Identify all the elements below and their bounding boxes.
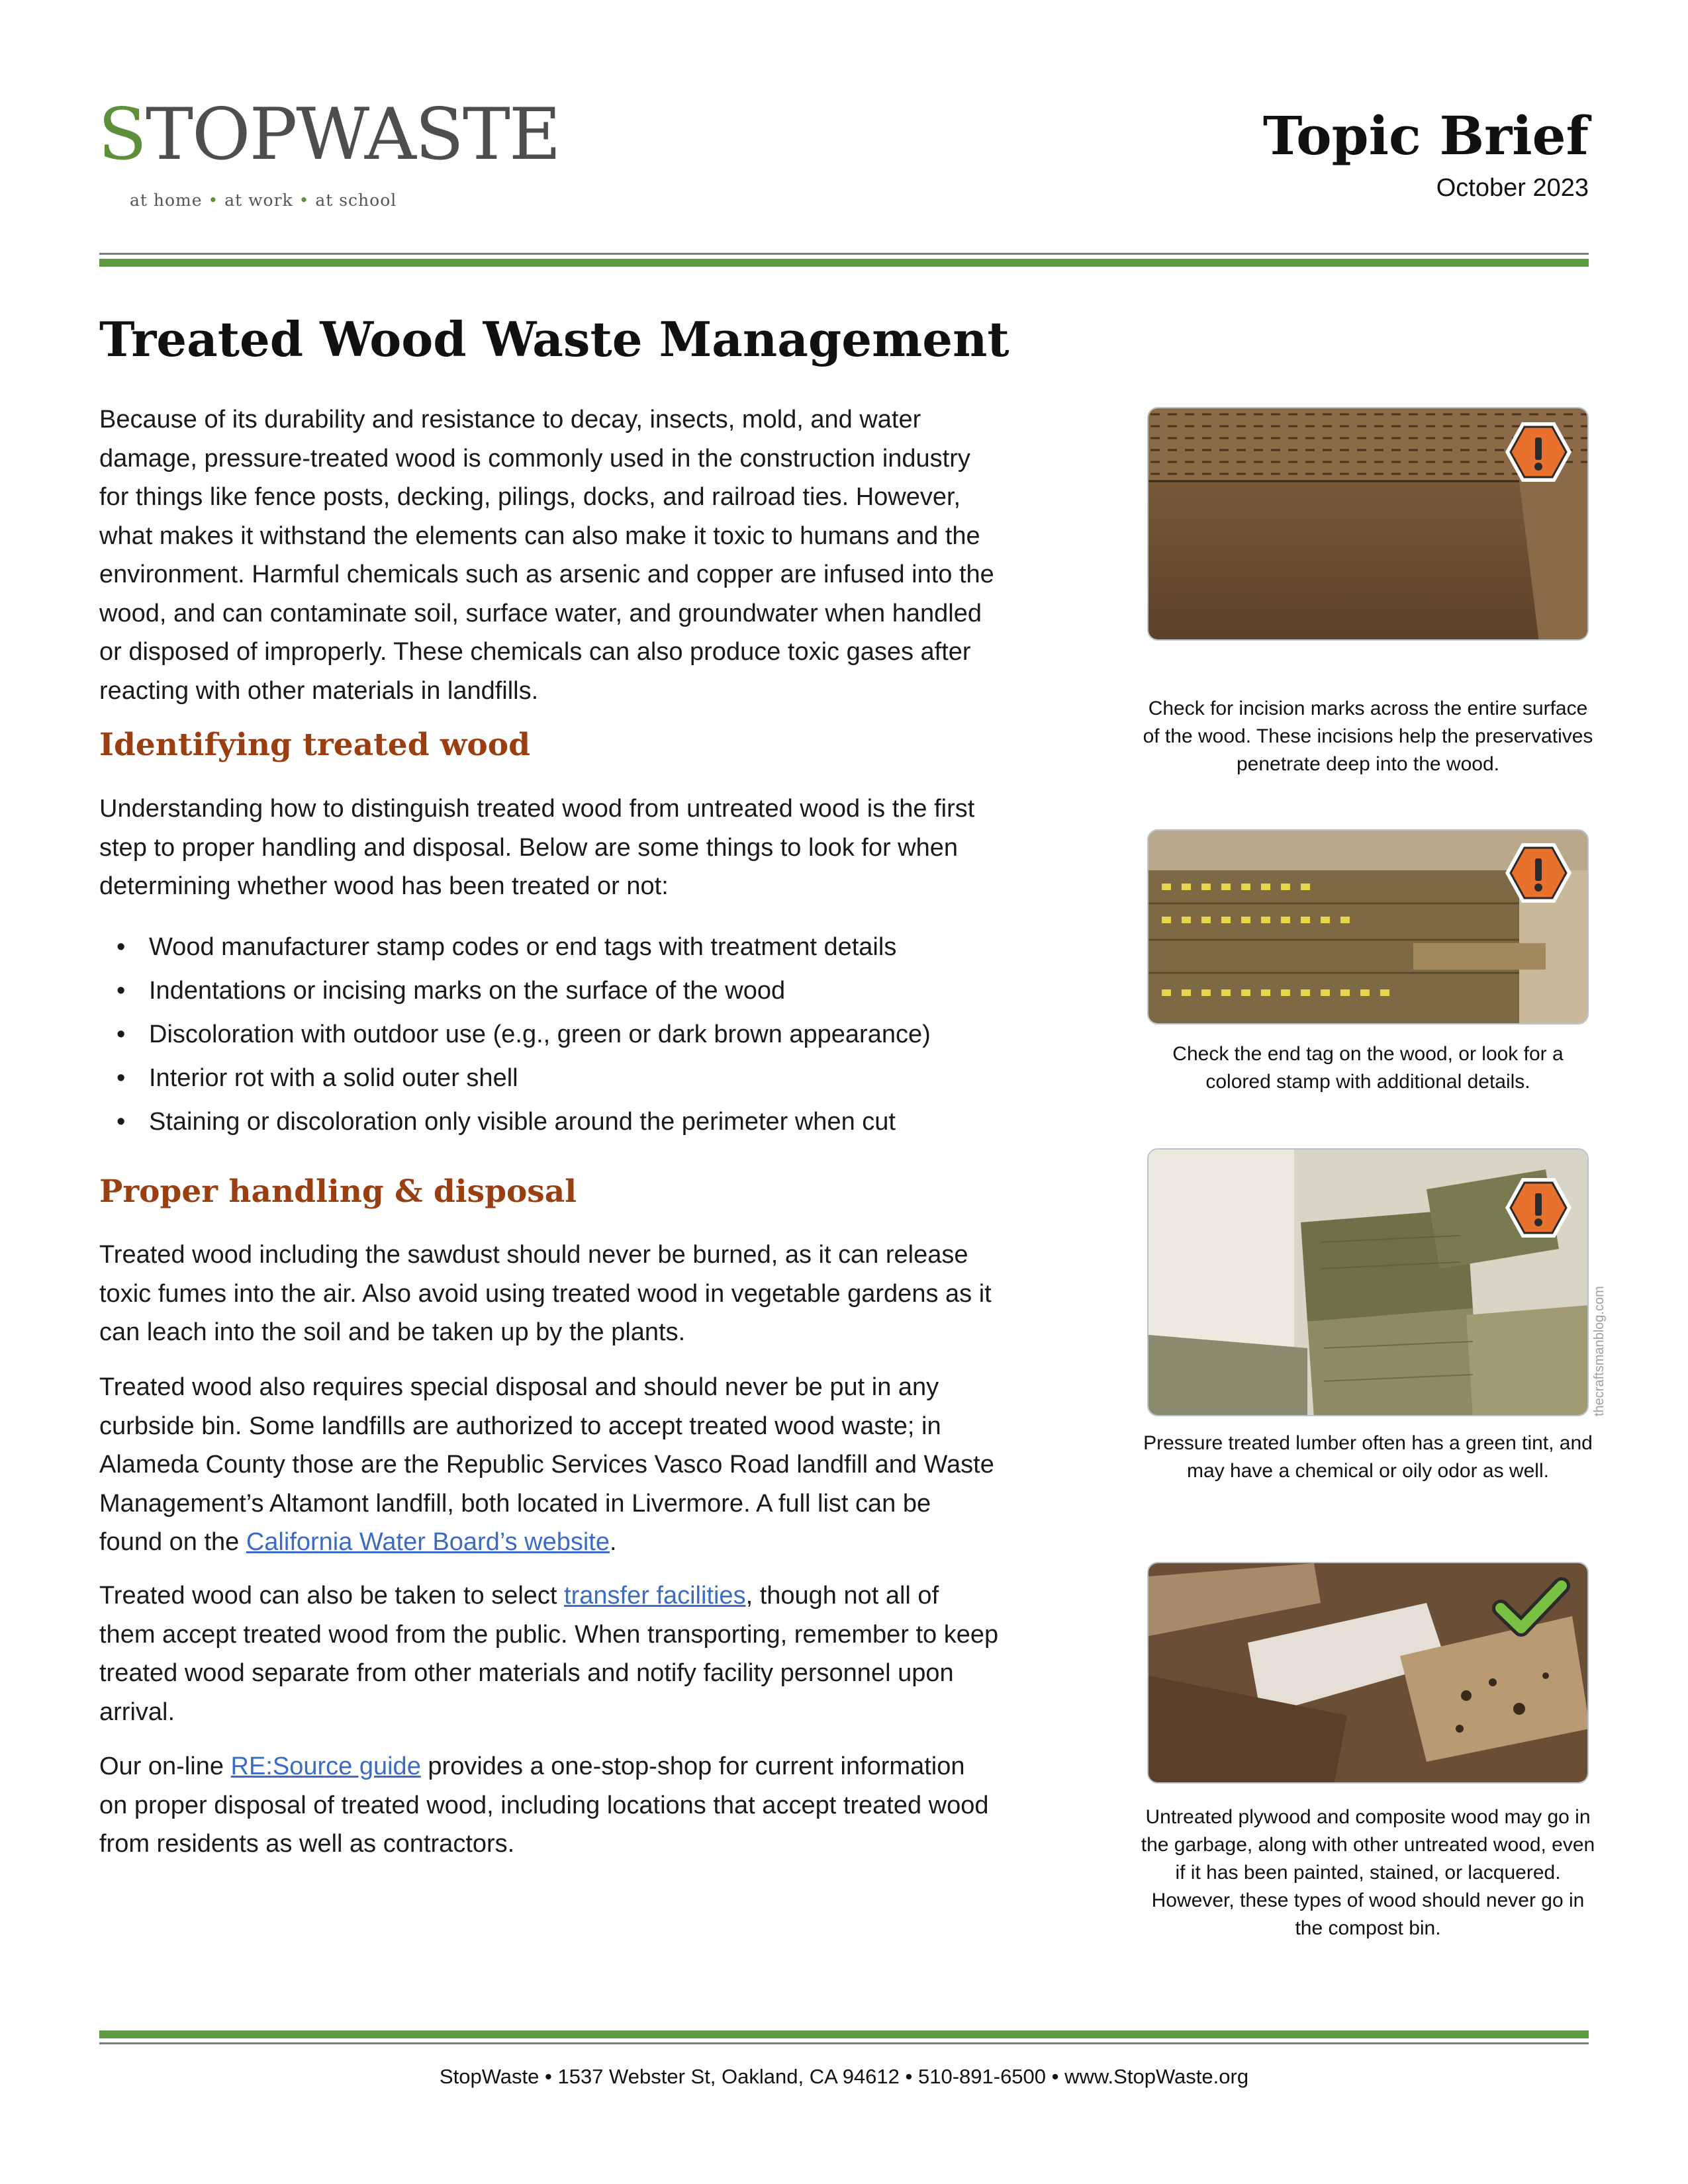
- handling-section: [99, 1173, 1000, 1210]
- caption-incision: Check for incision marks across the entire surface of the wood. These incisions help the preservatives penetrate deep into the wood.: [1143, 698, 1593, 775]
- identifying-section: [99, 727, 1000, 763]
- identifying-body: [99, 790, 1000, 906]
- identifying-paragraph: Understanding how to distinguish treated wood from untreated wood is the first step to proper handling and disposal. Below are some things to look for when determining whether wood has been treated or not:: [99, 795, 975, 900]
- footer-divider: [99, 2030, 1589, 2044]
- incised-wood-photo: [1147, 407, 1589, 641]
- handling-p2-block: [99, 1368, 1000, 1562]
- untreated-wood-photo: [1147, 1562, 1589, 1784]
- transfer-facilities-link[interactable]: transfer facilities: [564, 1582, 746, 1610]
- page-title: Treated Wood Waste Management: [99, 311, 1009, 367]
- warning-icon: [1502, 1175, 1575, 1241]
- photo-credit: thecraftsmanblog.com: [1592, 1286, 1607, 1416]
- list-item: • Staining or discoloration only visible around the perimeter when cut: [117, 1108, 896, 1136]
- doc-type-title: Topic Brief: [1262, 105, 1589, 167]
- handling-paragraph-2: Treated wood also requires special disposal and should never be put in any curbside bin. Some landfills are authorized to accept treated wood waste; in Alameda County those are the Republic Services Vasco Road landfill and Waste Management’s Altamont landfill, both located in Livermore. A full list can be found on the California Water Board’s website.: [99, 1373, 994, 1556]
- list-item: • Discoloration with outdoor use (e.g., green or dark brown appearance): [117, 1021, 931, 1048]
- list-item: • Wood manufacturer stamp codes or end tags with treatment details: [117, 933, 897, 961]
- water-board-link[interactable]: California Water Board’s website: [246, 1528, 610, 1556]
- warning-icon: [1502, 419, 1575, 485]
- logo-tagline: at home • at work • at school: [130, 191, 397, 210]
- handling-paragraph-1: Treated wood including the sawdust should never be burned, as it can release toxic fumes into the air. Also avoid using treated wood in vegetable gardens as it can leach into the soil and be taken up by the plants.: [99, 1241, 992, 1346]
- handling-heading: Proper handling & disposal: [99, 1173, 577, 1210]
- intro-paragraph: Because of its durability and resistance to decay, insects, mold, and water damage, pressure-treated wood is commonly used in the construction industry for things like fence posts, decking, pilings, docks, and railroad ties. However, what makes it withstand the elements can also make it toxic to humans and the environment. Harmful chemicals such as arsenic and copper are infused into the wood, and can contaminate soil, surface water, and groundwater when handled or disposed of improperly. These chemicals can also produce toxic gases after reacting with other materials in landfills.: [99, 406, 994, 705]
- resource-guide-link[interactable]: RE:Source guide: [230, 1752, 421, 1780]
- handling-paragraph-3: Treated wood can also be taken to select transfer facilities, though not all of them accept treated wood from the public. When transporting, remember to keep treated wood separate from other materials and notify facility personnel upon arrival.: [99, 1582, 999, 1726]
- warning-icon: [1502, 840, 1575, 906]
- green-lumber-photo: [1147, 1148, 1589, 1416]
- lumber-stack-photo: [1147, 829, 1589, 1024]
- stopwaste-logo: STOPWASTE: [98, 93, 560, 176]
- doc-date: October 2023: [1436, 174, 1589, 202]
- intro-section: [99, 400, 1000, 710]
- handling-p1-block: [99, 1236, 1000, 1352]
- check-icon: [1491, 1575, 1571, 1641]
- caption-green-tint: Pressure treated lumber often has a green tint, and may have a chemical or oily odor as well.: [1143, 1432, 1593, 1482]
- handling-p3-block: [99, 1576, 1000, 1731]
- header-divider: [99, 253, 1589, 267]
- list-item: • Indentations or incising marks on the surface of the wood: [117, 977, 786, 1005]
- list-item: • Interior rot with a solid outer shell: [117, 1064, 518, 1092]
- handling-paragraph-4: Our on-line RE:Source guide provides a one-stop-shop for current information on proper disposal of treated wood, including locations that accept treated wood from residents as well as contractors.: [99, 1752, 989, 1858]
- caption-end-tag: Check the end tag on the wood, or look for a colored stamp with additional details.: [1172, 1043, 1564, 1093]
- footer-contact: StopWaste • 1537 Webster St, Oakland, CA 94612 • 510-891-6500 • www.StopWaste.org: [439, 2065, 1249, 2088]
- handling-p4-block: [99, 1747, 1000, 1864]
- caption-untreated: Untreated plywood and composite wood may go in the garbage, along with other untreated wood, even if it has been painted, stained, or lacquered. However, these types of wood should never go in the compost bin.: [1141, 1806, 1595, 1939]
- identifying-heading: Identifying treated wood: [99, 727, 530, 763]
- identifying-list: [99, 925, 1000, 1144]
